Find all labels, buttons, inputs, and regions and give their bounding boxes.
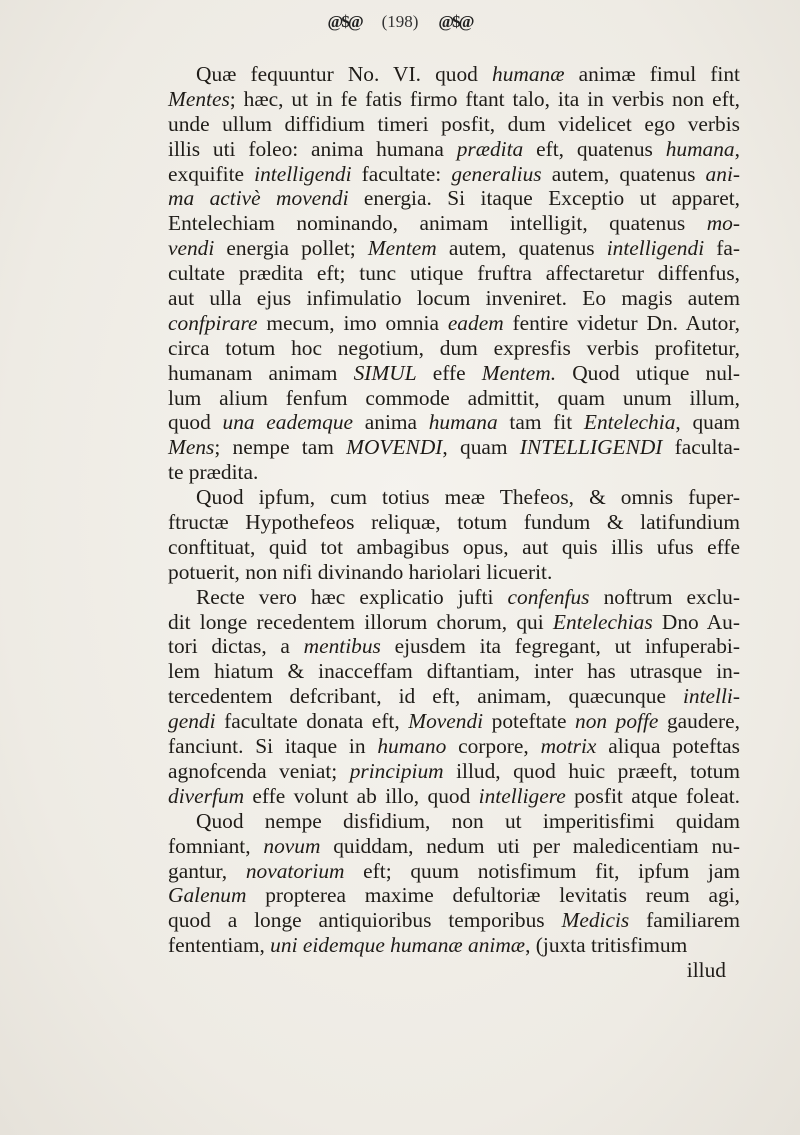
- text-run: familiarem: [629, 908, 741, 933]
- text-line: [168, 560, 740, 585]
- italic-text: confenfus: [507, 584, 590, 609]
- text-run: aut ulla ejus infimulatio locum inveniret. Eo magis autem: [168, 286, 740, 311]
- italic-text: intelligendi: [606, 236, 705, 261]
- text-run: fa-: [704, 236, 740, 261]
- text-run: Dno Au-: [652, 609, 740, 634]
- text-run: illud, quod huic præeft, totum: [443, 758, 741, 783]
- italic-text: Mentem.: [481, 360, 557, 385]
- text-line: [168, 211, 740, 236]
- text-run: fomniant,: [168, 833, 264, 858]
- italic-text: INTELLIGENDI: [519, 435, 663, 460]
- text-line: [168, 410, 740, 435]
- text-run: ftructæ Hypothefeos reliquæ, totum fundum & latifundium: [168, 510, 740, 535]
- text-run: anima: [353, 410, 429, 435]
- italic-text: humanæ: [492, 62, 565, 86]
- italic-text: intelligere: [478, 783, 566, 808]
- text-run: unde ullum diffidium timeri posfit, dum videlicet ego verbis: [168, 111, 740, 136]
- text-run: aliqua poteftas: [596, 734, 740, 759]
- text-run: fanciunt. Si itaque in: [168, 734, 378, 759]
- text-run: faculta-: [662, 435, 740, 460]
- italic-text: ma activè movendi: [168, 186, 349, 211]
- text-line: [168, 933, 740, 958]
- text-run: energia. Si itaque Exceptio ut apparet,: [348, 186, 740, 211]
- text-run: eft, quatenus: [523, 136, 666, 161]
- text-line: [168, 460, 740, 485]
- italic-text: SIMUL: [353, 360, 417, 385]
- text-run: eft; quum notisfimum fit, ipfum jam: [344, 858, 740, 883]
- italic-text: principium: [349, 758, 444, 783]
- italic-text: intelli-: [682, 684, 740, 709]
- text-line: [168, 809, 740, 834]
- text-run: noftrum exclu-: [589, 584, 741, 609]
- text-run: lem hiatum & inacceffam diftantiam, inter has utrasque in-: [168, 659, 740, 684]
- text-run: conftituat, quid tot ambagibus opus, aut quis illis ufus effe: [168, 534, 740, 559]
- text-line: [168, 361, 740, 386]
- text-run: ; nempe tam: [214, 435, 347, 460]
- text-run: tercedentem defcribant, id eft, animam, quæcunque: [168, 684, 683, 709]
- text-run: quod: [168, 410, 223, 435]
- text-line: [168, 87, 740, 112]
- text-run: agnofcenda veniat;: [168, 758, 350, 783]
- text-run: Quod ipfum, cum totius meæ Thefeos, & omnis fuper-: [196, 485, 740, 510]
- catchword: illud: [686, 958, 726, 983]
- text-run: animæ fimul fint: [564, 62, 740, 86]
- text-line: [168, 236, 740, 261]
- text-run: posfit atque foleat.: [565, 783, 740, 808]
- text-run: mecum, imo omnia: [257, 310, 448, 335]
- italic-text: ani-: [705, 161, 741, 186]
- italic-text: humana: [428, 410, 498, 435]
- text-run: fentire videtur Dn. Autor,: [503, 310, 740, 335]
- text-run: Quod utique nul-: [556, 360, 741, 385]
- text-run: facultate donata eft,: [215, 709, 409, 734]
- text-line: [168, 709, 740, 734]
- text-line: [168, 435, 740, 460]
- text-run: Quæ fequuntur No. VI. quod: [196, 62, 493, 86]
- text-run: quod a longe antiquioribus temporibus: [168, 908, 562, 933]
- italic-text: novatorium: [245, 858, 345, 883]
- text-run: ,: [734, 136, 740, 161]
- text-run: , quam: [675, 410, 740, 435]
- italic-text: Mentes: [168, 86, 230, 111]
- text-line: [168, 784, 740, 809]
- italic-text: Galenum: [168, 883, 247, 908]
- text-line: [168, 834, 740, 859]
- italic-text: mo-: [706, 211, 740, 236]
- text-run: corpore,: [446, 734, 541, 759]
- text-run: ; hæc, ut in fe fatis firmo ftant talo, ita in verbis non eft,: [229, 86, 740, 111]
- text-line: [168, 734, 740, 759]
- italic-text: Mentem: [367, 236, 437, 261]
- text-line: [168, 286, 740, 311]
- text-line: [168, 684, 740, 709]
- italic-text: motrix: [540, 734, 597, 759]
- italic-text: mentibus: [303, 634, 381, 659]
- text-run: ejusdem ita fegregant, ut infuperabi-: [380, 634, 740, 659]
- text-run: , quam: [442, 435, 520, 460]
- page-number: (198): [381, 12, 419, 31]
- italic-text: non poffe: [575, 709, 659, 734]
- italic-text: una eademque: [222, 410, 354, 435]
- italic-text: eadem: [447, 310, 504, 335]
- text-line: [168, 261, 740, 286]
- italic-text: Mens: [168, 435, 215, 460]
- text-line: [168, 883, 740, 908]
- text-run: energia pollet;: [214, 236, 368, 261]
- text-line: [168, 186, 740, 211]
- text-line: [168, 759, 740, 784]
- text-run: cultate prædita eft; tunc utique fruftra affectaretur diffenfus,: [168, 261, 740, 286]
- text-run: facultate:: [351, 161, 452, 186]
- text-line: [168, 585, 740, 610]
- text-line: [168, 336, 740, 361]
- text-run: humanam animam: [168, 360, 354, 385]
- text-run: Entelechiam nominando, animam intelligit, quatenus: [168, 211, 707, 236]
- text-run: tam fit: [497, 410, 584, 435]
- text-run: potuerit, non nifi divinando hariolari licuerit.: [168, 559, 553, 584]
- text-run: poteftate: [483, 709, 575, 734]
- italic-text: Entelechia: [583, 410, 676, 435]
- text-run: te prædita.: [168, 460, 259, 485]
- text-run: effe: [416, 360, 482, 385]
- text-run: effe volunt ab illo, quod: [244, 783, 479, 808]
- text-run: gaudere,: [658, 709, 740, 734]
- right-ornament-icon: @$@: [438, 12, 473, 31]
- text-line: [168, 535, 740, 560]
- italic-text: Movendi: [408, 709, 484, 734]
- italic-text: MOVENDI: [346, 435, 443, 460]
- text-run: gantur,: [168, 858, 246, 883]
- italic-text: generalius: [451, 161, 542, 186]
- text-run: , (juxta tritisfimum: [525, 933, 688, 958]
- italic-text: Medicis: [561, 908, 630, 933]
- italic-text: vendi: [168, 236, 215, 261]
- text-line: [168, 908, 740, 933]
- text-line: [168, 485, 740, 510]
- italic-text: novum: [263, 833, 321, 858]
- text-run: autem, quatenus: [436, 236, 607, 261]
- text-line: [168, 62, 740, 87]
- text-line: [168, 112, 740, 137]
- text-run: quiddam, nedum uti per maledicentiam nu-: [320, 833, 740, 858]
- page-header: [0, 12, 800, 32]
- text-run: autem, quatenus: [541, 161, 706, 186]
- text-run: Quod nempe disfidium, non ut imperitisfimi quidam: [196, 808, 740, 833]
- italic-text: uni eidemque humanæ animæ: [270, 933, 526, 958]
- text-line: [168, 634, 740, 659]
- text-line: [168, 859, 740, 884]
- text-run: circa totum hoc negotium, dum expresfis verbis profitetur,: [168, 335, 740, 360]
- text-line: [168, 610, 740, 635]
- text-run: exquifite: [168, 161, 255, 186]
- left-ornament-icon: @$@: [327, 12, 362, 31]
- italic-text: humano: [377, 734, 447, 759]
- text-line: [168, 386, 740, 411]
- italic-text: Entelechias: [552, 609, 653, 634]
- text-run: lum alium fenfum commode admittit, quam unum illum,: [168, 385, 740, 410]
- italic-text: gendi: [168, 709, 216, 734]
- italic-text: prædita: [456, 136, 524, 161]
- text-line: [168, 659, 740, 684]
- text-line: [168, 162, 740, 187]
- italic-text: confpirare: [168, 310, 258, 335]
- italic-text: intelligendi: [254, 161, 352, 186]
- italic-text: humana: [665, 136, 735, 161]
- text-run: tori dictas, a: [168, 634, 304, 659]
- body-text: [168, 62, 740, 983]
- text-run: Recte vero hæc explicatio jufti: [196, 584, 508, 609]
- text-run: dit longe recedentem illorum chorum, qui: [168, 609, 553, 634]
- text-line: [168, 311, 740, 336]
- text-run: fententiam,: [168, 933, 271, 958]
- italic-text: diverfum: [168, 783, 245, 808]
- text-run: illis uti foleo: anima humana: [168, 136, 457, 161]
- text-line: [168, 510, 740, 535]
- text-line: [168, 137, 740, 162]
- text-run: propterea maxime defultoriæ levitatis reum agi,: [246, 883, 740, 908]
